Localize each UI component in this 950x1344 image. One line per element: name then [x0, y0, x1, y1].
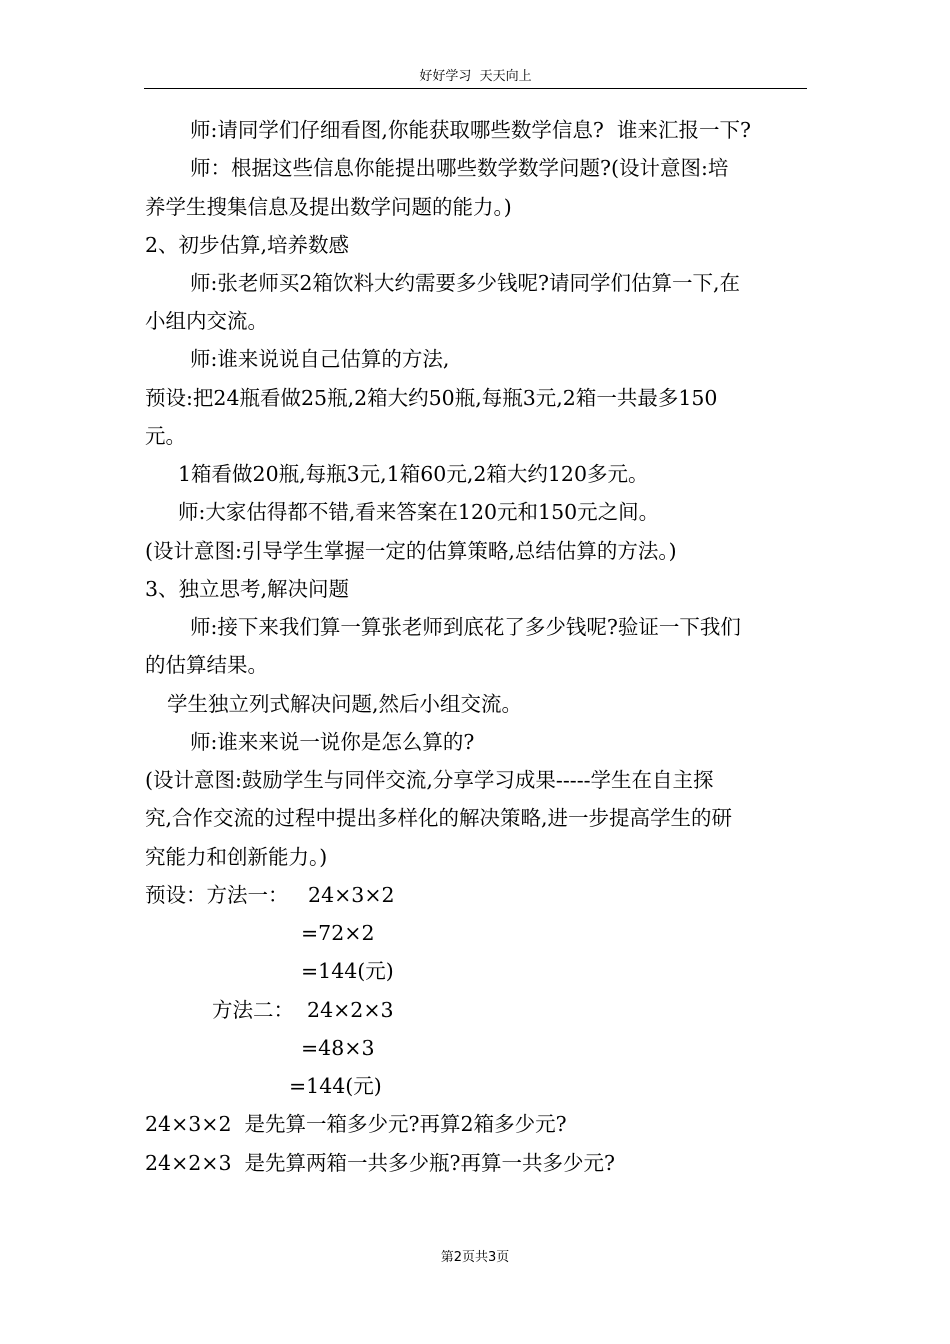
- body-line: 师:谁来说说自己估算的方法,: [190, 347, 450, 371]
- header-text: 好好学习 天天向上: [419, 69, 532, 84]
- body-line: 师:谁来来说一说你是怎么算的?: [190, 730, 475, 754]
- body-line: 师:接下来我们算一算张老师到底花了多少钱呢?验证一下我们: [190, 615, 741, 639]
- body-line: 养学生搜集信息及提出数学问题的能力。): [145, 195, 512, 219]
- body-line: 预设:把24瓶看做25瓶,2箱大约50瓶,每瓶3元,2箱一共最多150: [145, 386, 718, 410]
- body-line: 元。: [145, 424, 186, 448]
- section-heading: 2、初步估算,培养数感: [145, 233, 350, 257]
- body-line: 1箱看做20瓶,每瓶3元,1箱60元,2箱大约120多元。: [178, 462, 649, 486]
- body-line: 师:大家估得都不错,看来答案在120元和150元之间。: [178, 500, 660, 524]
- calc-method-two: 方法二： 24×2×3: [212, 998, 394, 1022]
- calc-step: =72×2: [301, 921, 375, 945]
- body-line: 师：根据这些信息你能提出哪些数学数学问题?(设计意图:培: [190, 156, 729, 180]
- body-line: 小组内交流。: [145, 309, 268, 333]
- body-line: 究能力和创新能力。): [145, 845, 328, 869]
- page-header: [144, 66, 807, 89]
- calc-step: =144(元): [301, 959, 394, 983]
- body-line: 师:请同学们仔细看图,你能获取哪些数学信息? 谁来汇报一下?: [190, 118, 751, 142]
- body-line: 学生独立列式解决问题,然后小组交流。: [167, 692, 523, 716]
- body-line: 师:张老师买2箱饮料大约需要多少钱呢?请同学们估算一下,在: [190, 271, 740, 295]
- body-line: 的估算结果。: [145, 653, 268, 677]
- body-line: (设计意图:引导学生掌握一定的估算策略,总结估算的方法。): [145, 539, 677, 563]
- body-line: (设计意图:鼓励学生与同伴交流,分享学习成果-----学生在自主探: [145, 768, 714, 792]
- calc-method-one: 预设：方法一： 24×3×2: [145, 883, 395, 907]
- calc-step: =144(元): [289, 1074, 382, 1098]
- body-line: 24×2×3 是先算两箱一共多少瓶?再算一共多少元?: [145, 1151, 616, 1175]
- calc-step: =48×3: [301, 1036, 375, 1060]
- body-line: 究,合作交流的过程中提出多样化的解决策略,进一步提高学生的研: [145, 806, 733, 830]
- page-footer: 第2页共3页: [440, 1250, 510, 1265]
- body-line: 24×3×2 是先算一箱多少元?再算2箱多少元?: [145, 1112, 567, 1136]
- section-heading: 3、独立思考,解决问题: [145, 577, 350, 601]
